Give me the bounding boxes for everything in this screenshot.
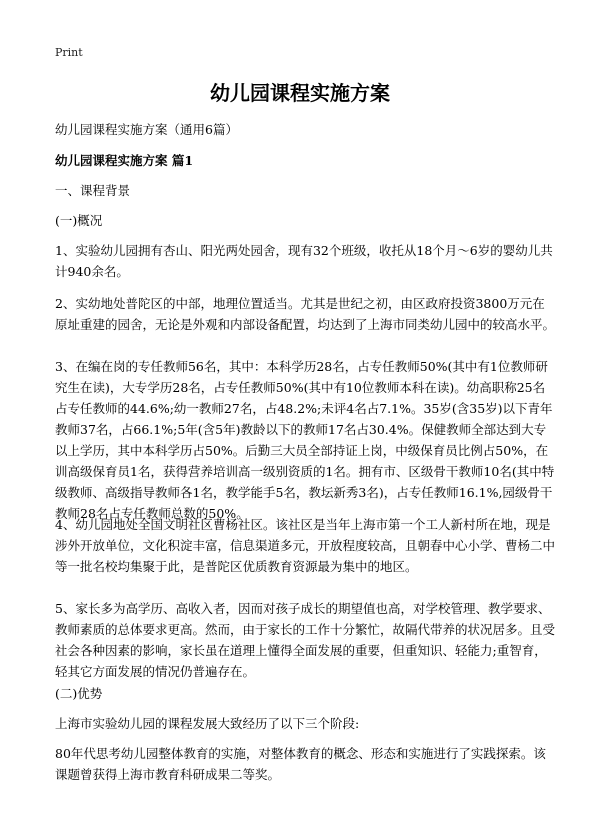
overview-paragraph-3: 3、在编在岗的专任教师56名，其中：本科学历28名，占专任教师50%(其中有1位教师研究生在读)，大专学历28名，占专任教师50%(其中有10位教师本科在读)。幼高职称25名占专任教师的44.6%;幼一教师27名，占48.2%;未评4名占7.1%。35岁(含35岁)以下青年教师37名，占66.1%;5年(含5年)教龄以下的教师17名占30.4%。保健教师全部达到大专以上学历，其中本科学历占50%。后勤三大员全部持证上岗，中级保育员比例占50%，在训高级保育员1名，获得营养培训高一级别资质的1名。拥有市、区级骨干教师10名(其中特级教师、高级指导教师各1名，教学能手5名，教坛新秀3名)，占专任教师16.1%,园级骨干教师28名占专任教师总数的50%。 — [55, 359, 555, 521]
advantage-heading: (二)优势 — [55, 686, 103, 701]
overview-paragraph-4: 4、幼儿园地处全国文明社区曹杨社区。该社区是当年上海市第一个工人新村所在地，现是涉外开放单位，文化积淀丰富，信息渠道多元，开放程度较高，且朝春中心小学、曹杨二中等一批名校均集聚于此，是普陀区优质教育资源最为集中的地区。 — [55, 517, 556, 574]
section-title-block — [55, 150, 555, 171]
overview-paragraph-4-block — [55, 514, 555, 577]
advantage-paragraph-1: 上海市实验幼儿园的课程发展大致经历了以下三个阶段: — [55, 716, 360, 731]
document-title: 幼儿园课程实施方案 — [210, 81, 390, 105]
overview-paragraph-2: 2、实幼地处普陀区的中部，地理位置适当。尤其是世纪之初，由区政府投资3800万元在原址重建的园舍，无论是外观和内部设备配置，均达到了上海市同类幼儿园中的较高水平。 — [55, 296, 556, 332]
overview-paragraph-5: 5、家长多为高学历、高收入者，因而对孩子成长的期望值也高，对学校管理、教学要求、教师素质的总体要求更高。然而，由于家长的工作十分繁忙，故隔代带养的状况居多。且受社会各种因素的影响，家长虽在道理上懂得全面发展的重要，但重知识、轻能力;重智育，轻其它方面发展的情况仍普遍存在。 — [55, 601, 556, 679]
advantage-heading-block — [55, 683, 555, 704]
document-subtitle: 幼儿园课程实施方案（通用6篇） — [55, 122, 238, 137]
overview-paragraph-3-block — [55, 356, 555, 524]
subtitle-block — [55, 119, 555, 140]
overview-paragraph-2-block — [55, 293, 555, 335]
overview-heading-block — [55, 210, 555, 231]
section-title: 幼儿园课程实施方案 篇1 — [55, 153, 194, 168]
print-label: Print — [55, 46, 83, 59]
advantage-paragraph-2: 80年代思考幼儿园整体教育的实施，对整体教育的概念、形态和实施进行了实践探索。该课题曾获得上海市教育科研成果二等奖。 — [55, 746, 546, 782]
overview-paragraph-5-block — [55, 598, 555, 682]
background-heading: 一、课程背景 — [55, 183, 131, 198]
advantage-paragraph-2-block — [55, 743, 555, 785]
overview-paragraph-1-block — [55, 240, 555, 282]
overview-paragraph-1: 1、实验幼儿园拥有杏山、阳光两处园舍，现有32个班级，收托从18个月～6岁的婴幼儿共计940余名。 — [55, 243, 553, 279]
advantage-paragraph-1-block — [55, 713, 555, 734]
background-heading-block — [55, 180, 555, 201]
overview-heading: (一)概况 — [55, 213, 103, 228]
